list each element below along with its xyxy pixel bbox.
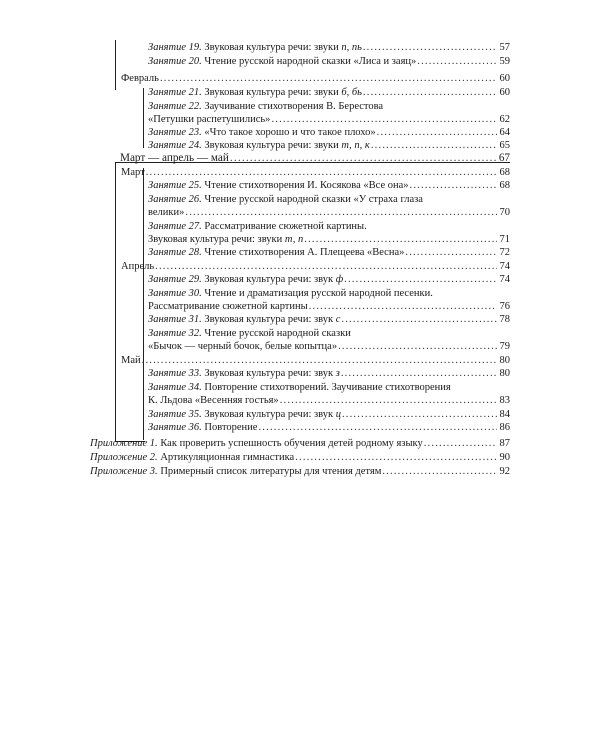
entry-label: Занятие 22. [148, 101, 202, 112]
entry-label: Занятие 33. [148, 368, 202, 379]
dot-leader [295, 451, 497, 464]
toc-entry[interactable] [148, 233, 510, 246]
dot-leader [382, 465, 497, 478]
page-number: 60 [499, 87, 510, 98]
page-number: 60 [499, 73, 510, 84]
dot-leader [280, 394, 497, 407]
page-number: 74 [499, 274, 510, 285]
page-number: 74 [499, 261, 510, 272]
entry-title: Звуковая культура речи: звук [204, 274, 336, 285]
bracket-line [143, 88, 144, 148]
dot-leader [417, 55, 497, 68]
appendix-label: Приложение 1. [90, 438, 158, 449]
dot-leader [185, 206, 497, 219]
entry-title: Звуковая культура речи: звуки [204, 140, 342, 151]
toc-entry[interactable] [148, 41, 510, 54]
page-number: 86 [499, 422, 510, 433]
appendix-label: Приложение 3. [90, 466, 158, 477]
entry-sounds: б, бь [341, 87, 362, 98]
entry-title: Звуковая культура речи: звуки [204, 42, 342, 53]
entry-continuation: К. Льдова «Весенняя гостья» [148, 395, 279, 406]
page-number: 72 [499, 247, 510, 258]
entry-title: Чтение и драматизация русской народной песенки. [204, 288, 433, 299]
dot-leader [363, 41, 497, 54]
page-number: 68 [499, 167, 510, 178]
dot-leader [230, 152, 497, 165]
entry-label: Занятие 36. [148, 422, 202, 433]
toc-entry-first-line [148, 100, 383, 113]
entry-continuation: велики» [148, 207, 185, 218]
toc-entry[interactable] [148, 367, 510, 380]
entry-label: Занятие 35. [148, 409, 202, 420]
month-title: Март [121, 167, 145, 178]
toc-appendix[interactable] [90, 465, 510, 478]
entry-title: Чтение русской народной сказки «У страха глаза [204, 194, 423, 205]
entry-label: Занятие 29. [148, 274, 202, 285]
appendix-title: Примерный список литературы для чтения детям [160, 466, 382, 477]
page-number: 62 [499, 114, 510, 125]
dot-leader [410, 179, 497, 192]
toc-entry[interactable] [148, 421, 510, 434]
entry-title: Чтение русской народной сказки «Лиса и заяц» [204, 56, 417, 67]
entry-title: Звуковая культура речи: звук [204, 368, 336, 379]
month-title: Апрель [121, 261, 155, 272]
season-title: Март — апрель — май [120, 152, 229, 164]
dot-leader [309, 300, 497, 313]
entry-label: Занятие 31. [148, 314, 202, 325]
dot-leader [271, 113, 497, 126]
entry-title: Повторение стихотворений. Заучивание стихотворения [204, 382, 451, 393]
entry-label: Занятие 26. [148, 194, 202, 205]
dot-leader [338, 340, 497, 353]
page-number: 84 [499, 409, 510, 420]
page-number: 59 [499, 56, 510, 67]
dot-leader [155, 260, 497, 273]
page-number: 90 [499, 452, 510, 463]
dot-leader [146, 166, 497, 179]
toc-entry[interactable] [148, 86, 510, 99]
page-number: 80 [499, 355, 510, 366]
appendix-title: Как проверить успешность обучения детей родному языку [160, 438, 423, 449]
toc-entry-first-line [148, 193, 423, 206]
entry-label: Занятие 32. [148, 328, 202, 339]
month-heading-march[interactable] [121, 166, 510, 179]
toc-entry-first-line [148, 287, 433, 300]
entry-sounds: т, п [284, 234, 304, 245]
toc-entry[interactable] [148, 113, 510, 126]
entry-title: Звуковая культура речи: звуки [204, 87, 342, 98]
dot-leader [424, 437, 497, 450]
entry-continuation: «Бычок — черный бочок, белые копытца» [148, 341, 338, 352]
toc-entry[interactable] [148, 273, 510, 286]
entry-title: Звуковая культура речи: звук [204, 409, 336, 420]
dot-leader [341, 367, 497, 380]
toc-entry[interactable] [148, 300, 510, 313]
dot-leader [142, 354, 497, 367]
dot-leader [258, 421, 497, 434]
page-number: 83 [499, 395, 510, 406]
dot-leader [377, 126, 497, 139]
toc-entry[interactable] [148, 313, 510, 326]
entry-label: Занятие 25. [148, 180, 202, 191]
month-title: Май [121, 355, 141, 366]
appendix-label: Приложение 2. [90, 452, 158, 463]
toc-entry[interactable] [148, 55, 510, 68]
page-number: 87 [499, 438, 510, 449]
entry-sounds: п, пь [341, 42, 362, 53]
page-number: 78 [499, 314, 510, 325]
bracket-line [115, 40, 116, 90]
page-number: 76 [499, 301, 510, 312]
page-number: 70 [499, 207, 510, 218]
entry-sounds: ц [335, 409, 341, 420]
entry-label: Занятие 34. [148, 382, 202, 393]
page-number: 57 [499, 42, 510, 53]
entry-title: Повторение [204, 422, 258, 433]
bracket-line [115, 162, 116, 442]
toc-entry-first-line [148, 220, 367, 233]
toc-entry[interactable] [148, 126, 510, 139]
dot-leader [342, 408, 497, 421]
dot-leader [371, 139, 497, 152]
page-number: 79 [499, 341, 510, 352]
toc-entry[interactable] [148, 246, 510, 259]
dot-leader [405, 246, 497, 259]
month-heading-april[interactable] [121, 260, 510, 273]
appendix-title: Артикуляционная гимнастика [160, 452, 295, 463]
toc-entry[interactable] [148, 179, 510, 192]
entry-sounds: ф [335, 274, 344, 285]
dot-leader [363, 86, 497, 99]
toc-entry-first-line [148, 327, 351, 340]
entry-title: Рассматривание сюжетной картины. [204, 221, 367, 232]
entry-label: Занятие 30. [148, 288, 202, 299]
entry-sounds: т, п, к [341, 140, 370, 151]
page-number: 68 [499, 180, 510, 191]
bracket-line [143, 168, 144, 440]
entry-label: Занятие 27. [148, 221, 202, 232]
page-number: 64 [499, 127, 510, 138]
season-heading[interactable] [120, 152, 510, 165]
toc-appendix[interactable] [90, 437, 510, 450]
toc-entry[interactable] [148, 206, 510, 219]
toc-appendix[interactable] [90, 451, 510, 464]
entry-title: Звуковая культура речи: звук [204, 314, 336, 325]
month-title: Февраль [121, 73, 159, 84]
dot-leader [304, 233, 497, 246]
page-number: 67 [498, 152, 510, 164]
entry-label: Занятие 23. [148, 127, 202, 138]
entry-continuation: Рассматривание сюжетной картины [148, 301, 308, 312]
dot-leader [160, 72, 497, 85]
entry-label: Занятие 19. [148, 42, 202, 53]
toc-entry[interactable] [148, 408, 510, 421]
entry-label: Занятие 28. [148, 247, 202, 258]
entry-title: Чтение стихотворения А. Плещеева «Весна» [204, 247, 405, 258]
entry-title: «Что такое хорошо и что такое плохо» [204, 127, 376, 138]
entry-title: Чтение стихотворения И. Косякова «Все она» [204, 180, 409, 191]
toc-entry[interactable] [148, 139, 510, 152]
entry-label: Занятие 24. [148, 140, 202, 151]
entry-label: Занятие 21. [148, 87, 202, 98]
month-heading-february[interactable] [121, 72, 510, 85]
month-heading-may[interactable] [121, 354, 510, 367]
entry-title: Заучивание стихотворения В. Берестова [204, 101, 384, 112]
entry-sounds: с [335, 314, 341, 325]
entry-continuation: «Петушки распетушились» [148, 114, 271, 125]
page-number: 65 [499, 140, 510, 151]
dot-leader [341, 313, 497, 326]
entry-label: Занятие 20. [148, 56, 202, 67]
toc-entry[interactable] [148, 340, 510, 353]
page-number: 92 [499, 466, 510, 477]
toc-entry-first-line [148, 381, 451, 394]
entry-sounds: з [335, 368, 340, 379]
page-number: 71 [499, 234, 510, 245]
toc-entry[interactable] [148, 394, 510, 407]
page-number: 80 [499, 368, 510, 379]
dot-leader [344, 273, 497, 286]
entry-title: Чтение русской народной сказки [204, 328, 351, 339]
entry-continuation: Звуковая культура речи: звуки [148, 234, 285, 245]
